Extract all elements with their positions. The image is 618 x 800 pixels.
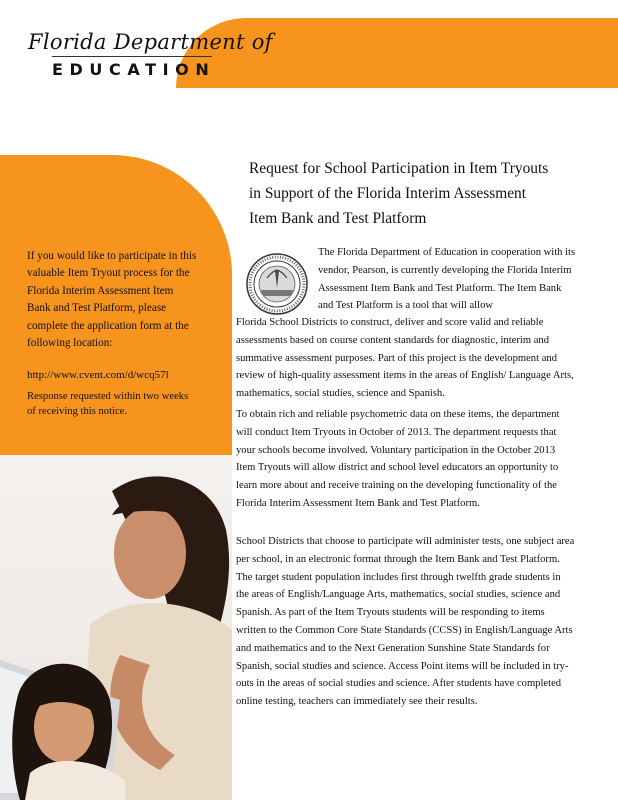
title-line-3: Item Bank and Test Platform (249, 210, 427, 227)
tryouts-paragraph: To obtain rich and reliable psychometric data on these items, the department will conduct Item Tryouts in October of 2013. The department requests that your schools become involved. Voluntary participation in the October 2013 Item Tryouts will allow district and school level educators an opportunity to learn more about and receive training on the developing functionality of the Florida Interim Assessment Item Bank and Test Platform. (236, 409, 560, 509)
page-title (249, 156, 609, 231)
fldoe-logo (28, 30, 273, 90)
intro-paragraph-continued: Florida School Districts to construct, deliver and score valid and reliable assessments based on course content standards for diagnostic, interim and summative assessment purposes. Part of this project is the development and review of high-quality assessment items in the areas of English/ Language Arts, mathematics, social studies, science and Spanish. (236, 317, 574, 400)
sidebar-text: If you would like to participate in this valuable Item Tryout process for the Florida Interim Assessment Item Bank and Test Platform, please complete the application form at the following location: (27, 250, 197, 350)
logo-script: Florida Department of (28, 30, 273, 54)
intro-paragraph-start: The Florida Department of Education in cooperation with its vendor, Pearson, is currently developing the Florida Interim Assessment Item Bank and Test Platform. The Item Bank and Test Platform is a tool that will allow (318, 247, 576, 312)
response-note: Response requested within two weeks of receiving this notice. (27, 391, 189, 417)
application-link[interactable]: http://www.cvent.com/d/wcq57l (27, 369, 169, 381)
title-line-2: in Support of the Florida Interim Assessment (249, 185, 527, 202)
districts-paragraph: School Districts that choose to participate will administer tests, one subject area per school, in an electronic format through the Item Bank and Test Platform. The target student population includes first through twelfth grade students in the areas of English/Language Arts, mathematics, social studies, science and Spanish. As part of the Item Tryouts students will be responding to items written to the Common Core State Standards (CCSS) in English/Language Arts and mathematics and to the Next Generation Sunshine State Standards for Spanish, social studies and science. Access Point items will be included in try-outs in the areas of social studies and science. After students have completed online testing, teachers can immediately see their results. (236, 536, 575, 708)
title-line-1: Request for School Participation in Item Tryouts (249, 160, 549, 177)
mother-daughter-photo (0, 455, 232, 800)
state-seal-icon (245, 252, 309, 316)
photo-illustration (0, 455, 232, 800)
logo-divider (52, 56, 212, 57)
logo-word: EDUCATION (52, 60, 216, 79)
